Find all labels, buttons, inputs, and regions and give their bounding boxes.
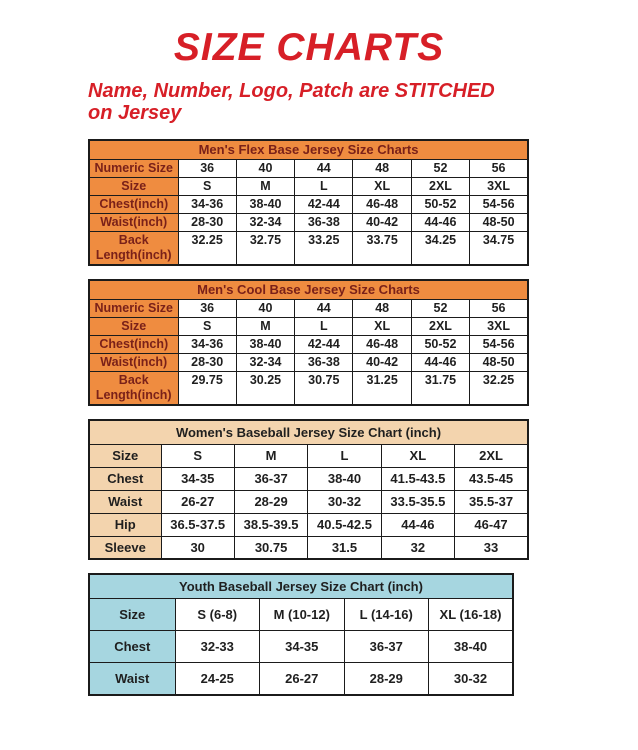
row-label: Chest(inch): [89, 195, 178, 213]
size-cell: 28-30: [178, 353, 236, 371]
size-cell: 52: [411, 159, 469, 177]
size-cell: 31.75: [411, 371, 469, 405]
table-row: [89, 195, 528, 213]
size-cell: M: [234, 444, 307, 467]
row-label: Numeric Size: [89, 299, 178, 317]
page-subtitle: Name, Number, Logo, Patch are STITCHED on Jersey: [88, 80, 495, 125]
size-cell: 32.25: [178, 231, 236, 265]
size-cell: 34.25: [411, 231, 469, 265]
row-label: Waist(inch): [89, 213, 178, 231]
table-row: [89, 335, 528, 353]
size-cell: M (10-12): [260, 599, 345, 631]
size-cell: 46-48: [353, 335, 411, 353]
size-cell: 52: [411, 299, 469, 317]
size-cell: 48: [353, 159, 411, 177]
page-title: SIZE CHARTS: [173, 26, 445, 69]
size-cell: 33: [455, 536, 528, 559]
table-row: [89, 631, 513, 663]
size-cell: XL: [381, 444, 454, 467]
size-cell: 40: [236, 299, 294, 317]
size-cell: S: [178, 177, 236, 195]
size-cell: 48-50: [470, 213, 528, 231]
row-label: Chest(inch): [89, 335, 178, 353]
size-cell: 34-35: [260, 631, 345, 663]
size-table-womens-baseball: [88, 419, 529, 561]
row-label: Size: [89, 317, 178, 335]
size-cell: XL (16-18): [429, 599, 514, 631]
table-title-row: [89, 280, 528, 300]
size-cell: S (6-8): [175, 599, 260, 631]
size-cell: 36-38: [295, 213, 353, 231]
row-label: Size: [89, 444, 161, 467]
tables-container: [88, 139, 530, 696]
table-row: [89, 536, 528, 559]
size-cell: 32.25: [470, 371, 528, 405]
size-cell: 30-32: [308, 490, 381, 513]
table-row: [89, 159, 528, 177]
table-row: [89, 177, 528, 195]
row-label: Waist: [89, 663, 175, 695]
table-row: [89, 663, 513, 695]
size-table-mens-flex-base: [88, 139, 529, 266]
size-cell: M: [236, 177, 294, 195]
size-cell: 54-56: [470, 335, 528, 353]
row-label: Back Length(inch): [89, 231, 178, 265]
size-cell: 30.75: [234, 536, 307, 559]
table-title: Youth Baseball Jersey Size Chart (inch): [89, 574, 513, 599]
size-cell: 3XL: [470, 177, 528, 195]
size-cell: 40.5-42.5: [308, 513, 381, 536]
size-cell: 26-27: [260, 663, 345, 695]
size-cell: 29.75: [178, 371, 236, 405]
size-cell: 38-40: [429, 631, 514, 663]
size-cell: 40: [236, 159, 294, 177]
size-cell: 28-29: [344, 663, 429, 695]
table-title: Women's Baseball Jersey Size Chart (inch): [89, 420, 528, 445]
size-cell: 32: [381, 536, 454, 559]
table-title-row: [89, 574, 513, 599]
row-label: Back Length(inch): [89, 371, 178, 405]
size-cell: 44: [295, 159, 353, 177]
size-cell: 2XL: [455, 444, 528, 467]
table-row: [89, 490, 528, 513]
size-cell: 28-30: [178, 213, 236, 231]
size-cell: 33.25: [295, 231, 353, 265]
size-cell: 32-33: [175, 631, 260, 663]
size-cell: L (14-16): [344, 599, 429, 631]
size-cell: M: [236, 317, 294, 335]
size-cell: 41.5-43.5: [381, 467, 454, 490]
size-cell: 38-40: [236, 195, 294, 213]
size-cell: 48-50: [470, 353, 528, 371]
size-cell: 42-44: [295, 335, 353, 353]
size-cell: 34.75: [470, 231, 528, 265]
row-label: Waist(inch): [89, 353, 178, 371]
table-row: [89, 599, 513, 631]
size-cell: 28-29: [234, 490, 307, 513]
size-cell: 44-46: [381, 513, 454, 536]
table-row: [89, 467, 528, 490]
size-cell: 30.75: [295, 371, 353, 405]
row-label: Chest: [89, 631, 175, 663]
size-cell: 46-47: [455, 513, 528, 536]
size-cell: 46-48: [353, 195, 411, 213]
row-label: Waist: [89, 490, 161, 513]
size-cell: 33.5-35.5: [381, 490, 454, 513]
table-row: [89, 317, 528, 335]
size-cell: 34-36: [178, 195, 236, 213]
size-cell: XL: [353, 317, 411, 335]
table-title: Men's Cool Base Jersey Size Charts: [89, 280, 528, 300]
size-cell: 2XL: [411, 177, 469, 195]
size-cell: 44-46: [411, 353, 469, 371]
size-cell: 36-38: [295, 353, 353, 371]
size-cell: 32.75: [236, 231, 294, 265]
size-cell: 31.5: [308, 536, 381, 559]
table-row: [89, 299, 528, 317]
table-title-row: [89, 140, 528, 160]
table-row: [89, 231, 528, 265]
size-table-youth-baseball: [88, 573, 514, 696]
size-cell: 44-46: [411, 213, 469, 231]
size-cell: 31.25: [353, 371, 411, 405]
row-label: Numeric Size: [89, 159, 178, 177]
size-cell: 54-56: [470, 195, 528, 213]
size-cell: 36-37: [344, 631, 429, 663]
size-cell: 38.5-39.5: [234, 513, 307, 536]
size-cell: L: [308, 444, 381, 467]
table-title-row: [89, 420, 528, 445]
size-cell: L: [295, 317, 353, 335]
row-label: Sleeve: [89, 536, 161, 559]
row-label: Size: [89, 599, 175, 631]
size-cell: 36-37: [234, 467, 307, 490]
size-cell: 40-42: [353, 213, 411, 231]
size-cell: S: [161, 444, 234, 467]
size-cell: 26-27: [161, 490, 234, 513]
size-cell: 24-25: [175, 663, 260, 695]
size-cell: 2XL: [411, 317, 469, 335]
size-cell: 30.25: [236, 371, 294, 405]
size-cell: 38-40: [308, 467, 381, 490]
size-cell: 34-36: [178, 335, 236, 353]
size-cell: 56: [470, 159, 528, 177]
table-title: Men's Flex Base Jersey Size Charts: [89, 140, 528, 160]
size-cell: 30: [161, 536, 234, 559]
row-label: Chest: [89, 467, 161, 490]
size-cell: L: [295, 177, 353, 195]
table-row: [89, 371, 528, 405]
size-cell: XL: [353, 177, 411, 195]
row-label: Hip: [89, 513, 161, 536]
size-cell: 40-42: [353, 353, 411, 371]
size-cell: 50-52: [411, 195, 469, 213]
size-cell: 36.5-37.5: [161, 513, 234, 536]
size-cell: 32-34: [236, 353, 294, 371]
size-cell: 30-32: [429, 663, 514, 695]
size-cell: 36: [178, 299, 236, 317]
size-cell: 50-52: [411, 335, 469, 353]
row-label: Size: [89, 177, 178, 195]
size-cell: 38-40: [236, 335, 294, 353]
table-row: [89, 213, 528, 231]
table-row: [89, 353, 528, 371]
table-row: [89, 513, 528, 536]
size-cell: 33.75: [353, 231, 411, 265]
size-cell: 43.5-45: [455, 467, 528, 490]
size-cell: S: [178, 317, 236, 335]
size-cell: 56: [470, 299, 528, 317]
size-cell: 42-44: [295, 195, 353, 213]
size-table-mens-cool-base: [88, 279, 529, 406]
size-cell: 34-35: [161, 467, 234, 490]
table-row: [89, 444, 528, 467]
size-cell: 35.5-37: [455, 490, 528, 513]
size-cell: 36: [178, 159, 236, 177]
size-cell: 3XL: [470, 317, 528, 335]
size-cell: 44: [295, 299, 353, 317]
size-cell: 32-34: [236, 213, 294, 231]
size-cell: 48: [353, 299, 411, 317]
